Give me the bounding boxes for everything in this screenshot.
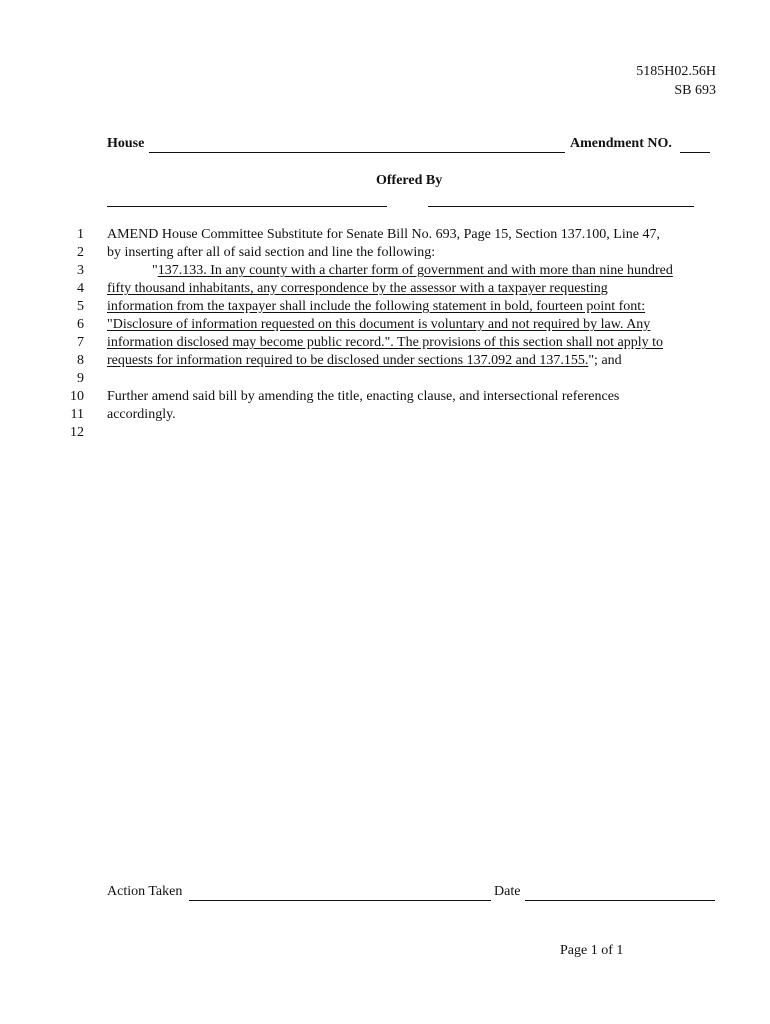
line-number: 8 [77, 353, 84, 368]
closing-text: "; and [588, 353, 622, 368]
body-line-5: information from the taxpayer shall include the following statement in bold, fourteen point font: [107, 299, 646, 314]
opening-quote: " [152, 263, 158, 278]
inserted-text: requests for information required to be disclosed under sections 137.092 and 137.155. [107, 353, 589, 368]
amendment-number-label: Amendment NO. [570, 136, 672, 151]
body-line-8 [107, 352, 622, 370]
date-label: Date [494, 884, 521, 899]
offered-by-label: Offered By [376, 173, 443, 188]
document-code: 5185H02.56H [636, 64, 716, 79]
line-number: 9 [77, 371, 84, 386]
action-taken-blank [189, 900, 491, 901]
body-line-1: AMEND House Committee Substitute for Senate Bill No. 693, Page 15, Section 137.100, Line 47, [107, 227, 660, 242]
line-number: 1 [77, 227, 84, 242]
offered-by-line-left [107, 206, 387, 207]
line-number: 12 [70, 425, 84, 440]
line-number: 5 [77, 299, 84, 314]
amendment-number-blank [680, 152, 710, 153]
inserted-text: 137.133. In any county with a charter form of government and with more than nine hundred [157, 263, 673, 278]
body-line-7: information disclosed may become public record.". The provisions of this section shall not apply to [107, 335, 664, 350]
offered-by-line-right [428, 206, 694, 207]
line-number: 7 [77, 335, 84, 350]
body-line-10: Further amend said bill by amending the title, enacting clause, and intersectional references [107, 389, 620, 404]
body-line-2: by inserting after all of said section and line the following: [107, 245, 436, 260]
house-blank-line [149, 152, 565, 153]
body-line-6: "Disclosure of information requested on this document is voluntary and not required by law. Any [107, 317, 651, 332]
line-number: 6 [77, 317, 84, 332]
line-number: 3 [77, 263, 84, 278]
body-line-3 [152, 262, 673, 280]
date-blank [525, 900, 715, 901]
body-line-11: accordingly. [107, 407, 176, 422]
line-number: 2 [77, 245, 84, 260]
page-number: Page 1 of 1 [560, 943, 624, 958]
action-taken-label: Action Taken [107, 884, 183, 899]
body-line-4: fifty thousand inhabitants, any correspondence by the assessor with a taxpayer requesting [107, 281, 608, 296]
house-label: House [107, 136, 145, 151]
line-number: 10 [70, 389, 84, 404]
line-number: 4 [77, 281, 84, 296]
bill-number: SB 693 [674, 83, 716, 98]
line-number: 11 [70, 407, 84, 422]
